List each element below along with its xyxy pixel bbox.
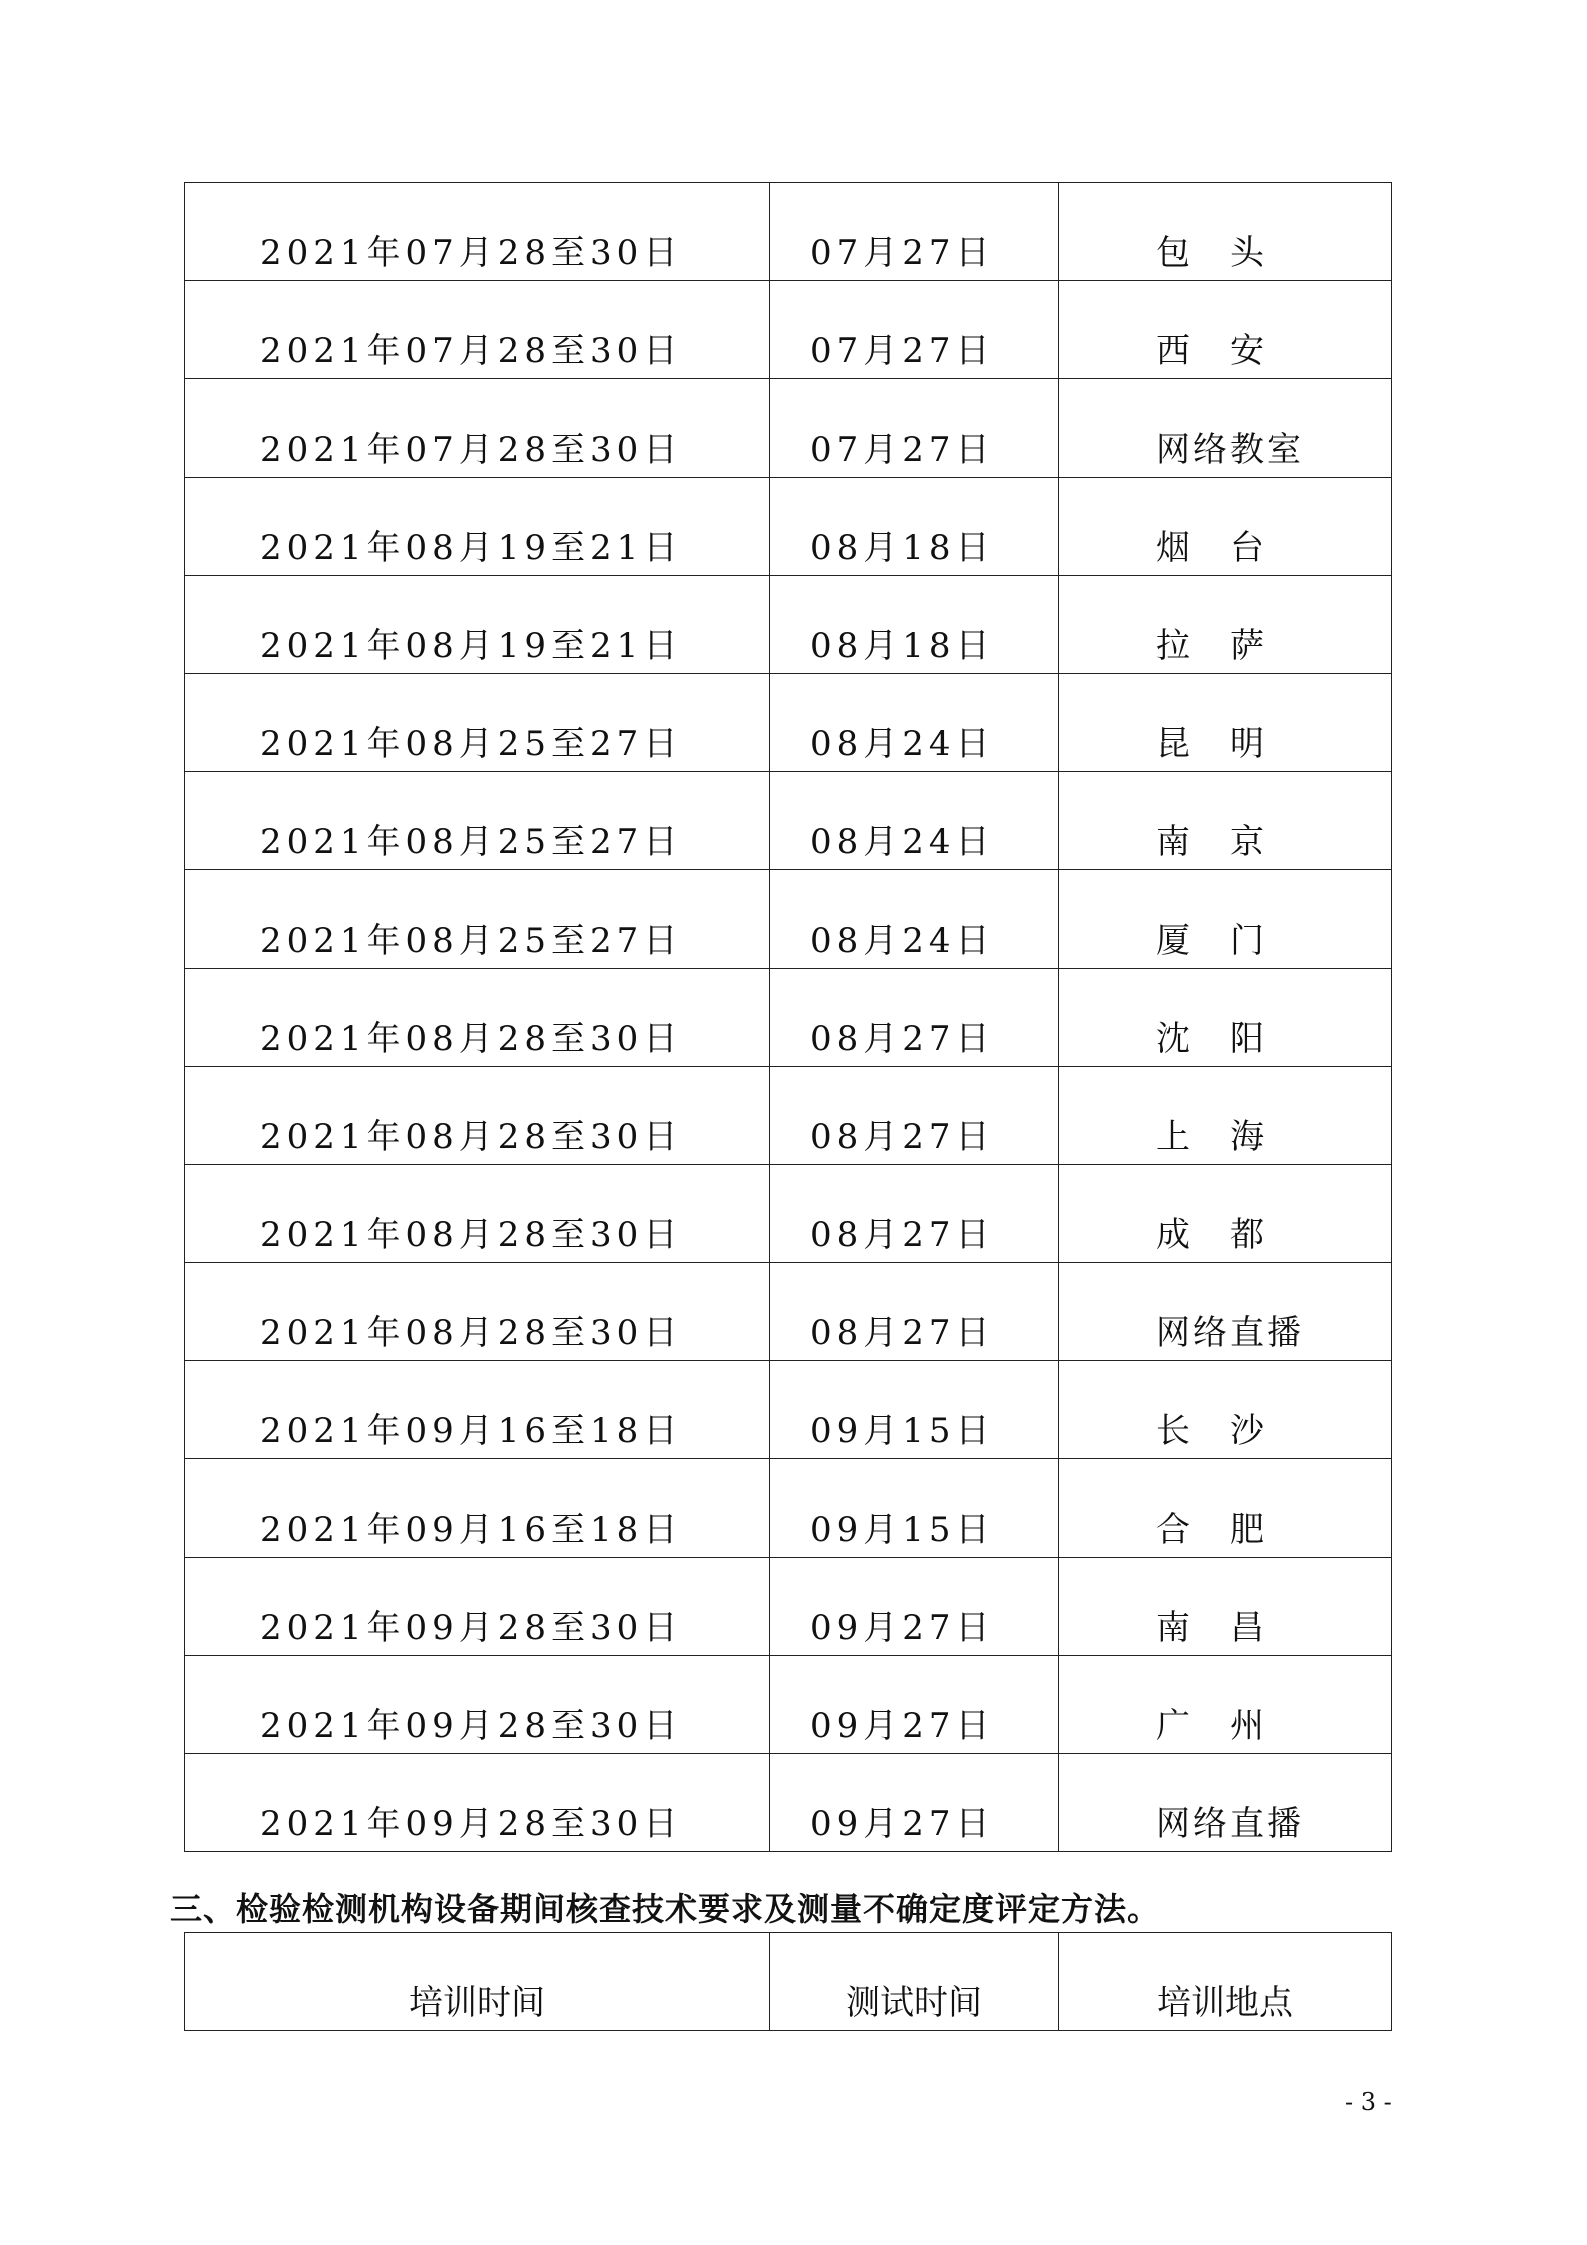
test-time-cell: 08月27日 — [770, 968, 1059, 1066]
training-time-cell: 2021年07月28至30日 — [185, 183, 770, 281]
schedule-table — [184, 182, 1392, 1852]
test-time-cell: 09月27日 — [770, 1557, 1059, 1655]
location-cell: 成 都 — [1059, 1164, 1392, 1262]
header-test-time: 测试时间 — [770, 1933, 1059, 2031]
training-time-cell: 2021年07月28至30日 — [185, 281, 770, 379]
table-row — [185, 1164, 1392, 1262]
test-time-cell: 08月24日 — [770, 673, 1059, 771]
location-cell: 西 安 — [1059, 281, 1392, 379]
test-time-cell: 08月24日 — [770, 870, 1059, 968]
training-time-cell: 2021年08月25至27日 — [185, 772, 770, 870]
location-cell: 包 头 — [1059, 183, 1392, 281]
table-row — [185, 1361, 1392, 1459]
table-row — [185, 183, 1392, 281]
table-row — [185, 772, 1392, 870]
table-row — [185, 1263, 1392, 1361]
test-time-cell: 09月27日 — [770, 1754, 1059, 1852]
section3-table — [184, 1932, 1392, 2031]
test-time-cell: 08月18日 — [770, 575, 1059, 673]
location-cell: 南 京 — [1059, 772, 1392, 870]
table-row — [185, 673, 1392, 771]
location-cell: 沈 阳 — [1059, 968, 1392, 1066]
test-time-cell: 09月15日 — [770, 1459, 1059, 1557]
table-row — [185, 379, 1392, 477]
test-time-cell: 09月27日 — [770, 1655, 1059, 1753]
location-cell: 广 州 — [1059, 1655, 1392, 1753]
location-cell: 厦 门 — [1059, 870, 1392, 968]
location-cell: 网络教室 — [1059, 379, 1392, 477]
training-time-cell: 2021年08月28至30日 — [185, 1263, 770, 1361]
training-time-cell: 2021年08月28至30日 — [185, 968, 770, 1066]
table-row — [185, 1754, 1392, 1852]
test-time-cell: 08月27日 — [770, 1263, 1059, 1361]
training-time-cell: 2021年08月25至27日 — [185, 870, 770, 968]
training-time-cell: 2021年09月28至30日 — [185, 1754, 770, 1852]
table-row — [185, 870, 1392, 968]
test-time-cell: 07月27日 — [770, 379, 1059, 477]
test-time-cell: 07月27日 — [770, 281, 1059, 379]
training-time-cell: 2021年07月28至30日 — [185, 379, 770, 477]
training-time-cell: 2021年08月28至30日 — [185, 1164, 770, 1262]
test-time-cell: 09月15日 — [770, 1361, 1059, 1459]
test-time-cell: 07月27日 — [770, 183, 1059, 281]
training-time-cell: 2021年09月16至18日 — [185, 1361, 770, 1459]
header-training-time: 培训时间 — [185, 1933, 770, 2031]
location-cell: 网络直播 — [1059, 1754, 1392, 1852]
table-row — [185, 1557, 1392, 1655]
training-time-cell: 2021年08月25至27日 — [185, 673, 770, 771]
location-cell: 网络直播 — [1059, 1263, 1392, 1361]
page-number: - 3 - — [1345, 2088, 1392, 2116]
table-row — [185, 1459, 1392, 1557]
training-time-cell: 2021年09月28至30日 — [185, 1557, 770, 1655]
test-time-cell: 08月27日 — [770, 1164, 1059, 1262]
table-row — [185, 1066, 1392, 1164]
header-training-location: 培训地点 — [1059, 1933, 1392, 2031]
table-row — [185, 477, 1392, 575]
table-row — [185, 281, 1392, 379]
location-cell: 拉 萨 — [1059, 575, 1392, 673]
training-time-cell: 2021年08月19至21日 — [185, 477, 770, 575]
schedule-body — [185, 183, 1392, 1852]
location-cell: 昆 明 — [1059, 673, 1392, 771]
test-time-cell: 08月18日 — [770, 477, 1059, 575]
location-cell: 烟 台 — [1059, 477, 1392, 575]
location-cell: 合 肥 — [1059, 1459, 1392, 1557]
training-time-cell: 2021年09月28至30日 — [185, 1655, 770, 1753]
section-heading: 三、检验检测机构设备期间核查技术要求及测量不确定度评定方法。 — [170, 1890, 1161, 1928]
training-time-cell: 2021年08月28至30日 — [185, 1066, 770, 1164]
location-cell: 长 沙 — [1059, 1361, 1392, 1459]
test-time-cell: 08月24日 — [770, 772, 1059, 870]
test-time-cell: 08月27日 — [770, 1066, 1059, 1164]
header-row — [185, 1933, 1392, 2031]
training-time-cell: 2021年09月16至18日 — [185, 1459, 770, 1557]
location-cell: 南 昌 — [1059, 1557, 1392, 1655]
table-row — [185, 575, 1392, 673]
table-row — [185, 1655, 1392, 1753]
training-time-cell: 2021年08月19至21日 — [185, 575, 770, 673]
location-cell: 上 海 — [1059, 1066, 1392, 1164]
table-row — [185, 968, 1392, 1066]
